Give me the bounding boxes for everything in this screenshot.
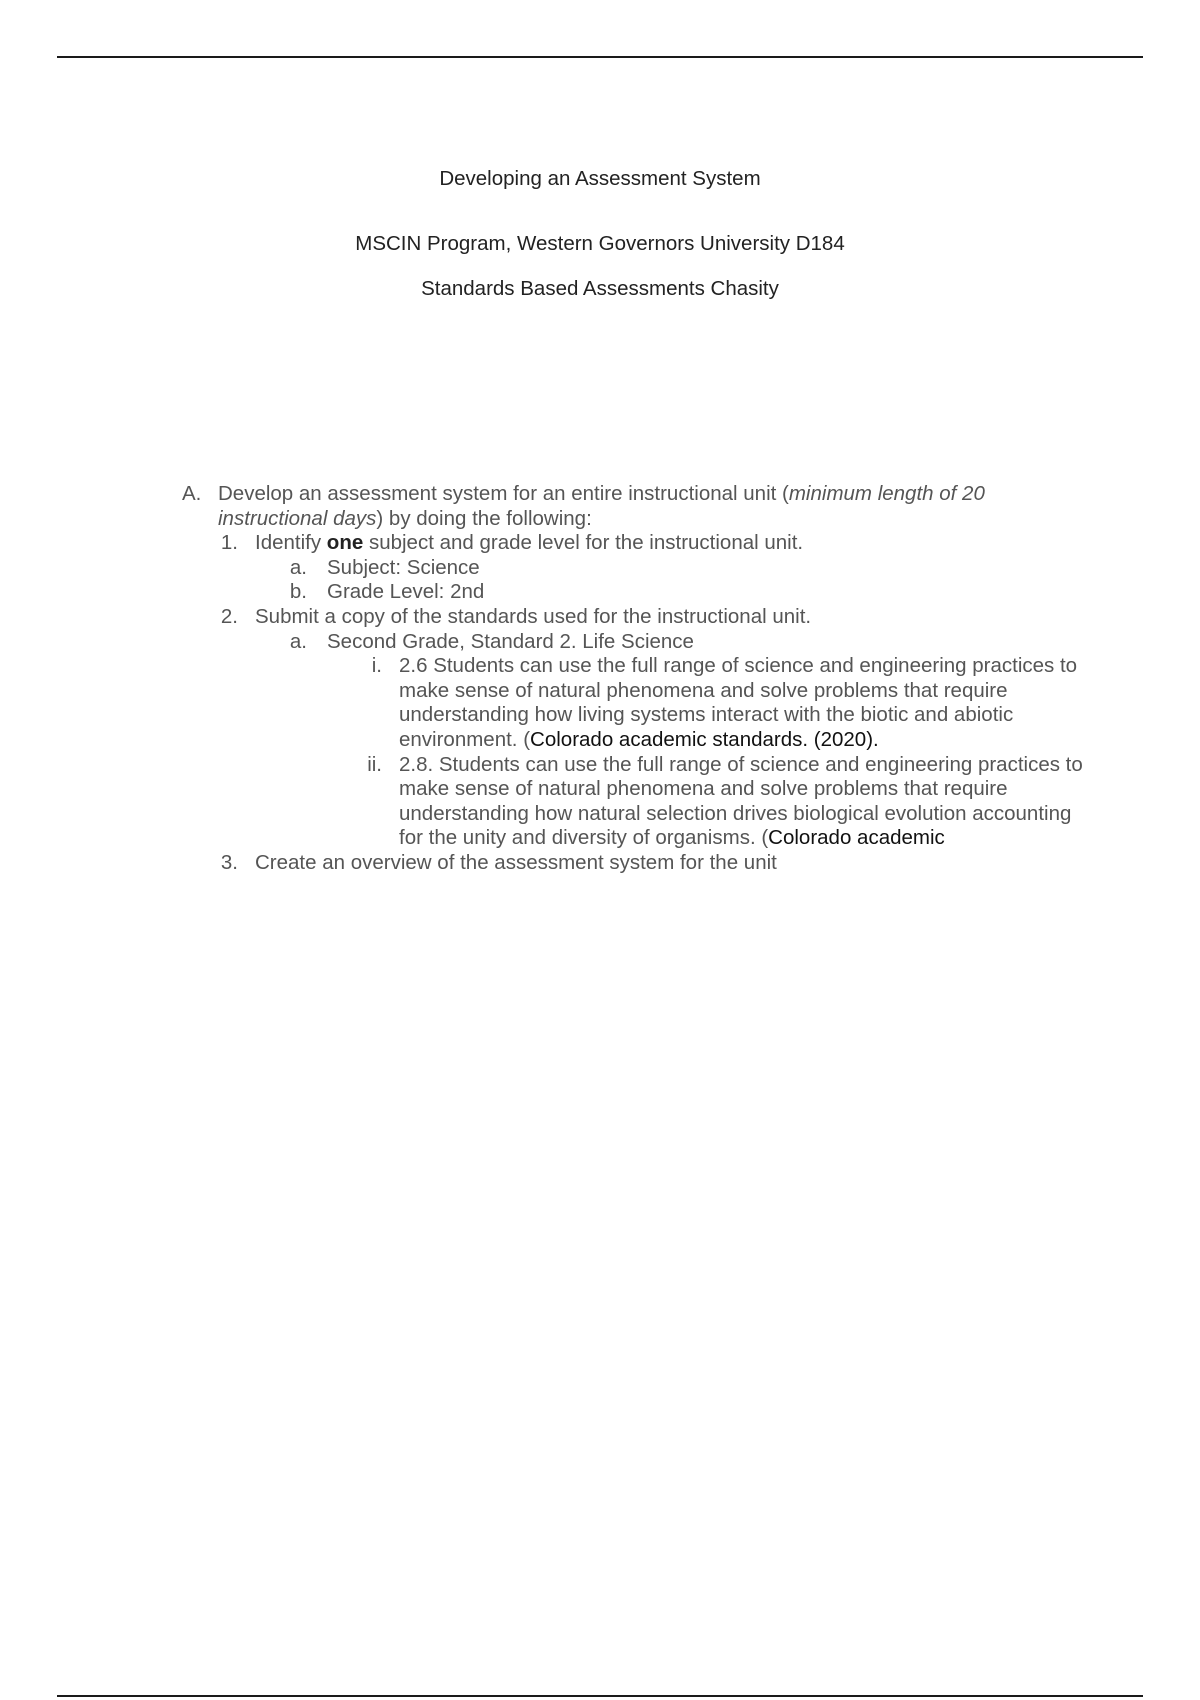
list-marker: i.	[371, 654, 382, 678]
list-item	[0, 630, 1200, 655]
standard-item	[0, 753, 1200, 851]
list-marker: a.	[289, 555, 307, 579]
citation: Colorado academic	[768, 826, 945, 850]
list-marker: a.	[289, 629, 307, 653]
bottom-rule	[57, 1695, 1143, 1697]
list-marker: ii.	[367, 752, 382, 776]
top-rule	[57, 56, 1143, 58]
outline-item-3	[0, 851, 1200, 876]
list-marker: 2.	[220, 604, 238, 628]
list-item	[0, 580, 1200, 605]
program-line: MSCIN Program, Western Governors University D184	[355, 232, 845, 255]
document-title: Developing an Assessment System	[439, 167, 761, 190]
list-item-text: Create an overview of the assessment system for the unit	[255, 850, 777, 874]
standard-item	[0, 654, 1200, 752]
subject-value: Subject: Science	[327, 555, 480, 579]
standard-text: 2.8. Students can use the full range of science and engineering practices to make sense of natural phenomena and solve problems that require understanding how natural selection drives biological evolution accounting for the unity and diversity of organisms. (Colorado academic	[399, 752, 1083, 850]
outline-item-A	[0, 482, 1200, 531]
citation: Colorado academic standards. (2020).	[530, 727, 879, 751]
grade-level-value: Grade Level: 2nd	[327, 580, 485, 604]
standard-text: 2.6 Students can use the full range of science and engineering practices to make sense of natural phenomena and solve problems that require understanding how living systems interact with the biotic and abiotic environment. (Colorado academic standards. (2020).	[399, 654, 1078, 751]
standard-heading: Second Grade, Standard 2. Life Science	[327, 629, 694, 653]
list-item-text: Submit a copy of the standards used for the instructional unit.	[255, 604, 812, 628]
list-marker: b.	[289, 580, 307, 604]
list-marker: A.	[182, 482, 202, 505]
list-item-text: Identify one subject and grade level for the instructional unit.	[255, 531, 804, 555]
list-item	[0, 556, 1200, 581]
list-marker: 1.	[220, 531, 238, 555]
list-item-text: Develop an assessment system for an entire instructional unit (minimum length of 20 instructional days) by doing the following:	[218, 482, 985, 530]
list-marker: 3.	[220, 850, 238, 874]
subtitle-line: Standards Based Assessments Chasity	[421, 277, 779, 300]
outline-item-1	[0, 531, 1200, 556]
outline-list	[0, 482, 1200, 876]
outline-item-2	[0, 605, 1200, 630]
